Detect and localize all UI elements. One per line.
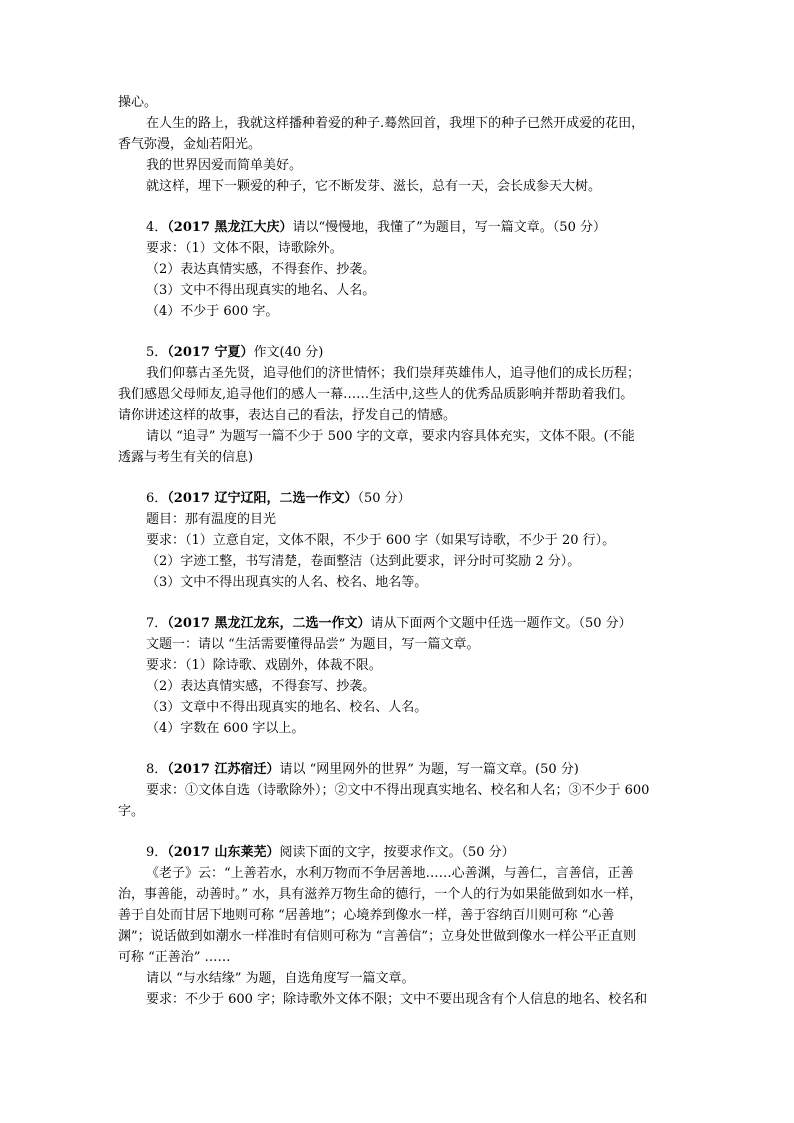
- essay-title-line: 文题一：请以 “生活需要懂得品尝” 为题目，写一篇文章。: [146, 637, 480, 652]
- question-8-heading: [118, 759, 678, 780]
- paragraph-line: 治，事善能，动善时。” 水，具有滋养万物生命的德行，一个人的行为如果能做到如水一样，: [118, 887, 643, 902]
- question-prompt: 请以“慢慢地，我懂了”为题目，写一篇文章。（50 分）: [292, 220, 606, 235]
- paragraph-line: 我们感恩父母师友,追寻他们的感人一幕……生活中,这些人的优秀品质影响并帮助着我们。: [118, 387, 634, 402]
- requirement-line: 要求：（1）文体不限，诗歌除外。: [146, 241, 343, 256]
- requirement-line: （3）文中不得出现真实的人名、校名、地名等。: [146, 575, 428, 590]
- question-source: （2017 黑龙江龙东，二选一作文）: [167, 616, 371, 631]
- essay-line: 操心。: [118, 95, 158, 110]
- essay-line: 香气弥漫，金灿若阳光。: [118, 137, 262, 152]
- paragraph-line: 请以 “与水结缘” 为题，自选角度写一篇文章。: [146, 971, 415, 986]
- paragraph-line: 透露与考生有关的信息): [118, 450, 254, 465]
- document-page: [118, 92, 678, 1010]
- question-number: 4．: [146, 220, 168, 235]
- requirement-line: （3）文章中不得出现真实的地名、校名、人名。: [146, 700, 428, 715]
- question-number: 8．: [146, 762, 168, 777]
- requirement-line: 要求：（1）立意自定，文体不限，不少于 600 字（如果写诗歌，不少于 20 行）。: [146, 533, 616, 548]
- question-prompt: 作文(40 分): [253, 345, 324, 360]
- question-number: 6．: [146, 491, 168, 506]
- paragraph-line: 善于自处而甘居下地则可称 “居善地”；心境养到像水一样，善于容纳百川则可称 “心善: [118, 908, 615, 923]
- requirement-line: （2）表达真情实感，不得套写、抄袭。: [146, 679, 376, 694]
- question-source: （2017 辽宁辽阳，二选一作文）: [167, 491, 358, 506]
- question-6-heading: [118, 488, 678, 509]
- essay-line: 我的世界因爱而简单美好。: [146, 158, 303, 173]
- requirement-line: 要求：①文体自选（诗歌除外）；②文中不得出现真实地名、校名和人名；③不少于 600: [146, 783, 650, 798]
- question-source: （2017 黑龙江大庆）: [167, 220, 293, 235]
- requirement-line: （4）不少于 600 字。: [146, 304, 279, 319]
- question-4-heading: [118, 217, 678, 238]
- question-9-heading: [118, 842, 678, 863]
- question-source: （2017 山东莱芜）: [167, 845, 280, 860]
- requirement-line: 要求：不少于 600 字；除诗歌外文体不限；文中不要出现含有个人信息的地名、校名和: [146, 992, 648, 1007]
- requirement-line: （4）字数在 600 字以上。: [146, 721, 305, 736]
- question-prompt: 请以 “网里网外的世界” 为题，写一篇文章。(50 分): [279, 762, 579, 777]
- paragraph-line: 请以 “追寻” 为题写一篇不少于 500 字的文章，要求内容具体充实，文体不限。(不能: [146, 429, 635, 444]
- essay-line: 就这样，埋下一颗爱的种子，它不断发芽、滋长，总有一天，会长成参天大树。: [146, 179, 602, 194]
- question-number: 9．: [146, 845, 168, 860]
- question-prompt: （50 分）: [357, 491, 411, 506]
- paragraph-line: 渊”；说话做到如潮水一样准时有信则可称为 “言善信”；立身处世做到像水一样公平正直则: [118, 929, 637, 944]
- question-7-heading: [118, 613, 678, 634]
- requirement-line: 要求：（1）除诗歌、戏剧外，体裁不限。: [146, 658, 382, 673]
- question-number: 7．: [146, 616, 168, 631]
- paragraph-line: 可称 “正善治” ……: [118, 950, 231, 965]
- question-source: （2017 江苏宿迁）: [167, 762, 280, 777]
- question-prompt: 阅读下面的文字，按要求作文。（50 分）: [279, 845, 515, 860]
- requirement-line: 字。: [118, 804, 145, 819]
- requirement-line: （2）字迹工整，书写清楚，卷面整洁（达到此要求，评分时可奖励 2 分）。: [146, 554, 581, 569]
- requirement-line: （2）表达真情实感，不得套作、抄袭。: [146, 262, 376, 277]
- paragraph-line: 《老子》云：“上善若水，水利万物而不争居善地……心善渊，与善仁，言善信，正善: [146, 866, 634, 881]
- paragraph-line: 请你讲述这样的故事，表达自己的看法，抒发自己的情感。: [118, 408, 457, 423]
- question-source: （2017 宁夏）: [167, 345, 254, 360]
- requirement-line: （3）文中不得出现真实的地名、人名。: [146, 283, 376, 298]
- paragraph-line: 我们仰慕古圣先贤，追寻他们的济世情怀；我们崇拜英雄伟人，追寻他们的成长历程；: [146, 366, 641, 381]
- question-number: 5．: [146, 345, 168, 360]
- question-5-heading: [118, 342, 678, 363]
- question-prompt: 请从下面两个文题中任选一题作文。（50 分）: [370, 616, 632, 631]
- essay-title-line: 题目：那有温度的目光: [146, 512, 277, 527]
- essay-line: 在人生的路上，我就这样播种着爱的种子.蓦然回首，我埋下的种子已然开成爱的花田，: [146, 116, 645, 131]
